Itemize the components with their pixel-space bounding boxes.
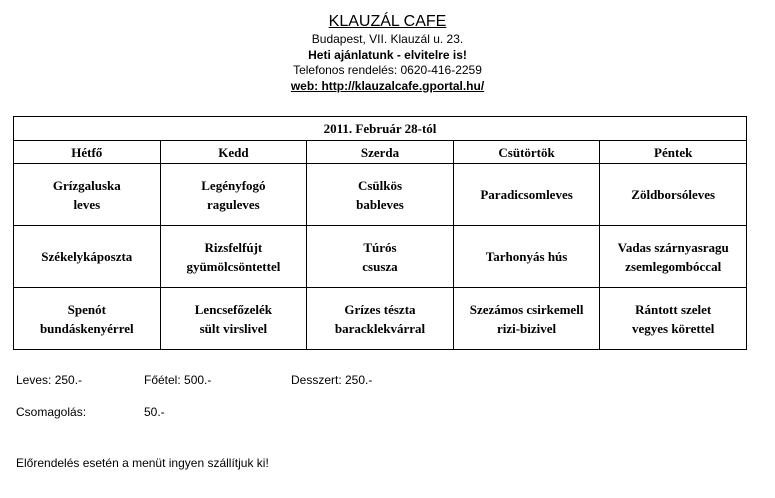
dish-name-line: Paradicsomleves — [480, 187, 573, 202]
menu-dish — [160, 164, 307, 226]
dish-name-line: Legényfogó — [201, 177, 266, 193]
dish-name-line: sült virslivel — [199, 320, 268, 336]
menu-dish — [307, 164, 454, 226]
weekday-header-row — [14, 141, 747, 164]
menu-dish — [307, 288, 454, 350]
dish-name-line: Csülkös — [357, 177, 403, 193]
dish-name-line: baracklekvárral — [334, 320, 426, 336]
menu-dish — [600, 288, 747, 350]
dish-name-line: zsemlegombóccal — [625, 258, 722, 274]
dish-name-line: Rántott szelet — [635, 301, 712, 317]
dish-name-line: Spenót — [67, 301, 106, 317]
menu-dish — [160, 288, 307, 350]
menu-dish — [14, 226, 161, 288]
menu-dish — [453, 164, 600, 226]
dish-name-line: Túrós — [363, 239, 397, 255]
phone-order-line: Telefonos rendelés: 0620-416-2259 — [293, 63, 482, 77]
menu-row — [14, 226, 747, 288]
menu-dish — [600, 226, 747, 288]
dessert-price: Desszert: 250.- — [291, 373, 373, 387]
dish-name-line: Székelykáposzta — [41, 249, 133, 264]
dish-name-line: Zöldborsóleves — [631, 187, 716, 202]
menu-dish — [600, 164, 747, 226]
menu-dish — [14, 288, 161, 350]
packaging-label: Csomagolás: — [16, 405, 87, 419]
menu-dish — [453, 288, 600, 350]
main-course-price: Főétel: 500.- — [144, 373, 212, 387]
dish-name-line: Rizsfelfújt — [204, 239, 263, 255]
dish-name-line: vegyes körettel — [631, 320, 715, 336]
dish-name-line: Szezámos csirkemell — [469, 301, 584, 317]
menu-row — [14, 164, 747, 226]
website-line: web: http://klauzalcafe.gportal.hu/ — [290, 78, 485, 93]
dish-name-line: Grízgaluska — [52, 177, 121, 193]
weekday-header: Péntek — [600, 141, 747, 164]
weekday-header: Hétfő — [14, 141, 161, 164]
packaging-price: 50.- — [144, 405, 165, 419]
cafe-address: Budapest, VII. Klauzál u. 23. — [311, 32, 464, 46]
dish-name-line: bableves — [356, 196, 404, 212]
weekday-header: Kedd — [160, 141, 307, 164]
dish-name-line: Lencsefőzelék — [194, 301, 273, 317]
dish-name-line: Tarhonyás hús — [485, 249, 568, 264]
weekly-menu-table — [13, 116, 747, 350]
menu-header — [0, 12, 775, 94]
weekly-offer-note: Heti ajánlatunk - elvitelre is! — [308, 47, 467, 62]
delivery-notice: Előrendelés esetén a menüt ingyen szállítjuk ki! — [16, 456, 269, 470]
dish-name-line: gyümölcsöntettel — [186, 258, 281, 274]
weekday-header: Szerda — [307, 141, 454, 164]
dish-name-line: csusza — [362, 258, 398, 274]
dish-name-line: Grízes tészta — [344, 301, 416, 317]
menu-period: 2011. Február 28-tól — [14, 117, 747, 141]
dish-name-line: leves — [73, 196, 101, 212]
soup-price: Leves: 250.- — [16, 373, 83, 387]
dish-name-line: raguleves — [207, 196, 260, 212]
weekday-header: Csütörtök — [453, 141, 600, 164]
dish-name-line: rizi-bizivel — [496, 320, 557, 336]
menu-dish — [307, 226, 454, 288]
menu-row — [14, 288, 747, 350]
menu-dish — [160, 226, 307, 288]
dish-name-line: bundáskenyérrel — [39, 320, 134, 336]
menu-dish — [14, 164, 161, 226]
dish-name-line: Vadas szárnyasragu — [617, 239, 729, 255]
menu-dish — [453, 226, 600, 288]
cafe-title: KLAUZÁL CAFE — [328, 13, 447, 30]
